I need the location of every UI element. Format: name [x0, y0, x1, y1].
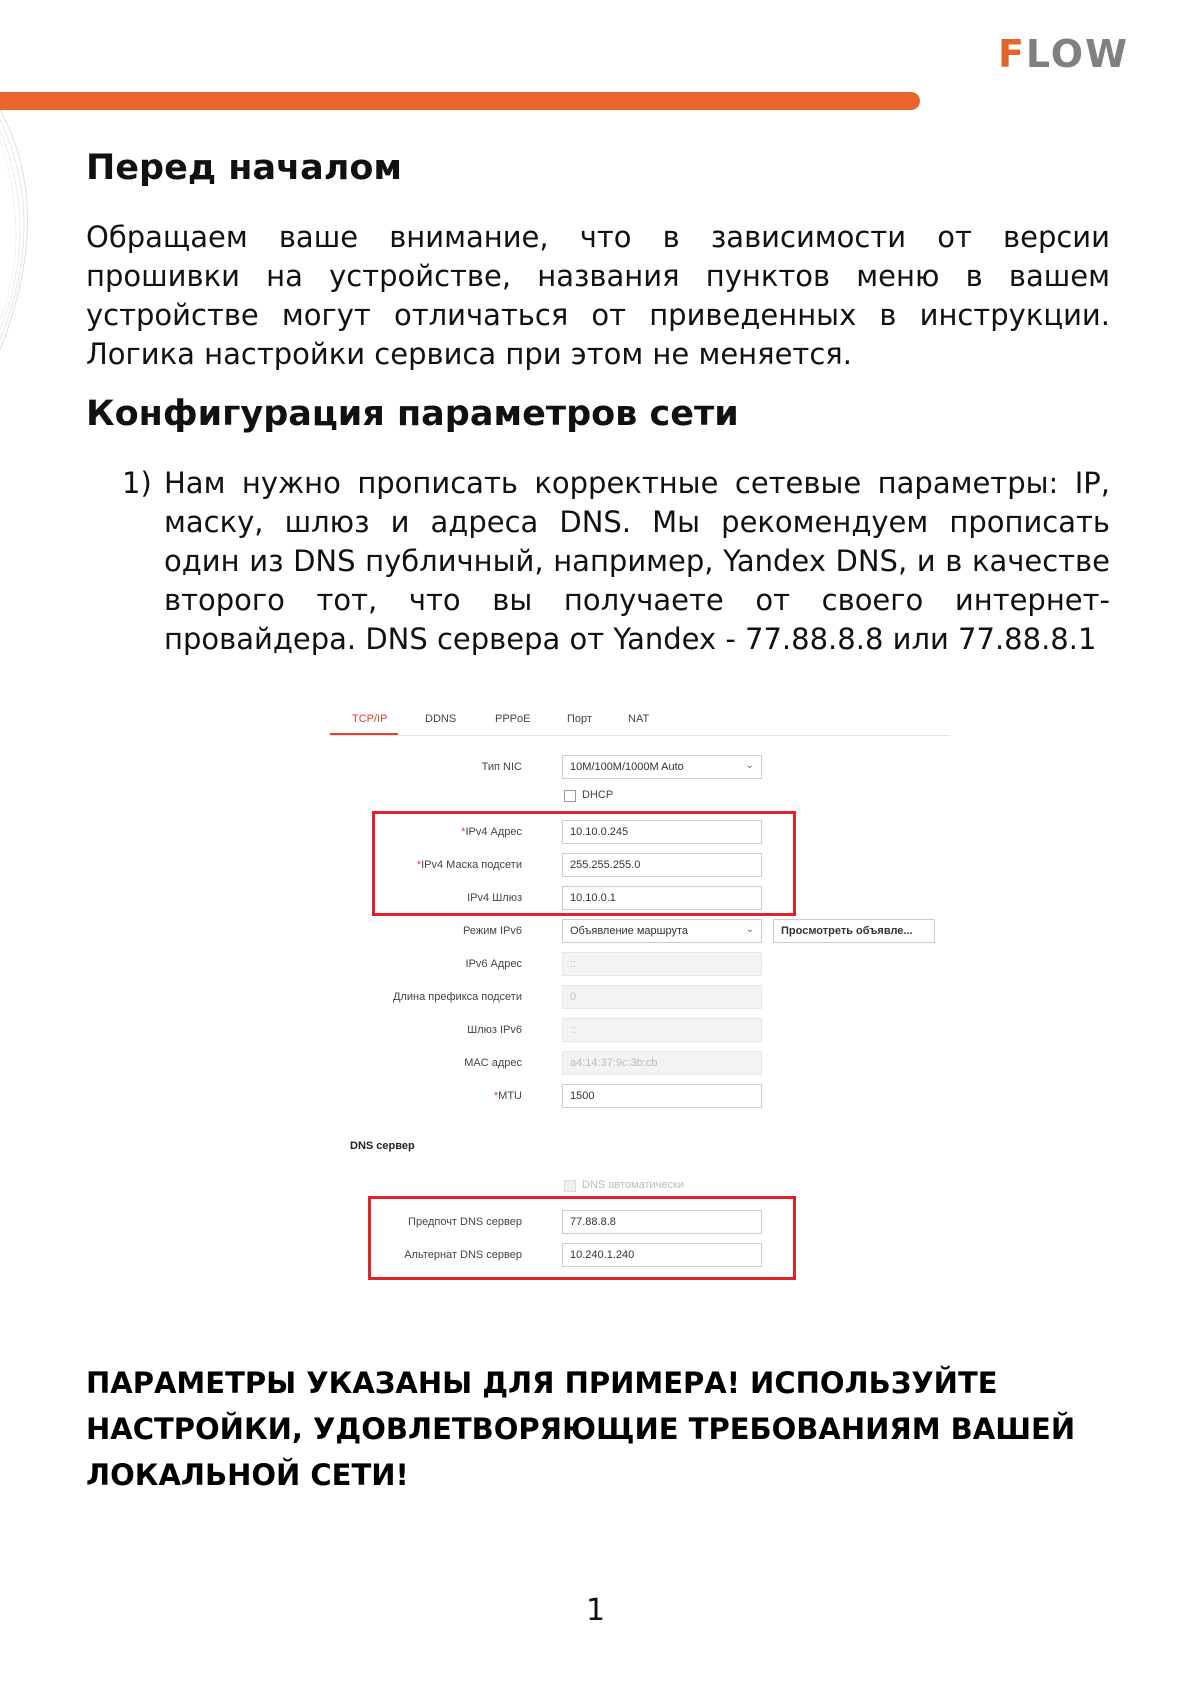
highlight-box-ipv4 [372, 811, 796, 916]
dhcp-label: DHCP [582, 789, 614, 801]
logo-letters: LOW [1025, 32, 1129, 76]
prefix-length-label: Длина префикса подсети [393, 991, 522, 1003]
mac-label: MAC адрес [464, 1057, 522, 1069]
tab-port[interactable]: Порт [567, 713, 592, 725]
row-prefix-length [320, 985, 960, 1011]
dns-auto-label: DNS автоматически [582, 1179, 684, 1191]
ipv4-gateway-input[interactable]: 10.10.0.1 [562, 886, 762, 910]
settings-tabs [330, 705, 950, 736]
warning-note: ПАРАМЕТРЫ УКАЗАНЫ ДЛЯ ПРИМЕРА! ИСПОЛЬЗУЙТЕ НАСТРОЙКИ, УДОВЛЕТВОРЯЮЩИЕ ТРЕБОВАНИЯМ ВАШЕЙ ЛОКАЛЬНОЙ СЕТИ! [86, 1366, 1076, 1492]
row-mac [320, 1051, 960, 1077]
dns-preferred-label: Предпочт DNS сервер [408, 1216, 522, 1228]
dns-preferred-input[interactable]: 77.88.8.8 [562, 1210, 762, 1234]
nic-type-select[interactable] [562, 755, 762, 779]
row-mtu [320, 1084, 960, 1110]
dns-alternate-input[interactable]: 10.240.1.240 [562, 1243, 762, 1267]
ipv6-gateway-input: :: [562, 1018, 762, 1042]
mac-input: a4:14:37:9c:3b:cb [562, 1051, 762, 1075]
row-ipv6-gateway [320, 1018, 960, 1044]
row-ipv6-mode [320, 919, 960, 945]
required-mark: * [493, 1090, 499, 1102]
required-mark: * [416, 859, 422, 871]
active-tab-indicator [330, 733, 398, 735]
prefix-length-input: 0 [562, 985, 762, 1009]
required-mark: * [461, 826, 466, 838]
network-settings-screenshot [320, 705, 960, 1325]
dns-section-title: DNS сервер [350, 1140, 415, 1152]
dhcp-checkbox[interactable] [564, 790, 576, 802]
list-item-text: Нам нужно прописать корректные сетевые параметры: IP, маску, шлюз и адреса DNS. Мы рекомендуем прописать один из DNS публичный, например, Yandex DNS, и в качестве второго тот, что вы получаете от своего интернет-провайдера. DNS сервера от Yandex - 77.88.8.8 или 77.88.8.1 [164, 466, 1110, 656]
tab-pppoe[interactable]: PPPoE [495, 713, 531, 725]
section-title-before-start: Перед началом [86, 148, 403, 188]
ipv6-mode-value: Объявление маршрута [570, 925, 688, 937]
ipv6-mode-label: Режим IPv6 [463, 925, 522, 937]
chevron-down-icon: ⌄ [745, 760, 754, 771]
mtu-label-text: MTU [498, 1090, 522, 1102]
mtu-input[interactable]: 1500 [562, 1084, 762, 1108]
nic-type-value: 10M/100M/1000M Auto [570, 761, 684, 773]
highlight-box-dns [368, 1196, 796, 1280]
ipv4-address-label-text: IPv4 Адрес [465, 826, 522, 838]
list-number: 1) [122, 466, 152, 500]
ipv6-address-input: :: [562, 952, 762, 976]
dns-auto-checkbox [564, 1180, 576, 1192]
list-item-1 [122, 464, 1110, 659]
tab-tcpip[interactable]: TCP/IP [352, 713, 388, 725]
dns-alternate-label: Альтернат DNS сервер [404, 1249, 522, 1261]
tab-ddns[interactable]: DDNS [425, 713, 457, 725]
nic-type-label: Тип NIC [481, 761, 522, 773]
ipv4-mask-label-text: IPv4 Маска подсети [421, 859, 522, 871]
header-accent-bar [0, 92, 920, 110]
page-number: 1 [585, 1593, 606, 1628]
tab-nat[interactable]: NAT [628, 713, 650, 725]
ipv4-gateway-label: IPv4 Шлюз [467, 892, 522, 904]
row-nic-type [320, 755, 960, 781]
ipv4-address-input[interactable]: 10.10.0.245 [562, 820, 762, 844]
ipv6-mode-select[interactable] [562, 919, 762, 943]
brand-logo [998, 34, 1129, 74]
mtu-label [494, 1090, 522, 1102]
ipv6-gateway-label: Шлюз IPv6 [467, 1024, 522, 1036]
view-announcement-button[interactable]: Просмотреть объявле... [773, 919, 935, 943]
ipv6-address-label: IPv6 Адрес [465, 958, 522, 970]
decorative-waves [0, 90, 60, 390]
row-ipv6-address [320, 952, 960, 978]
section-title-network-config: Конфигурация параметров сети [86, 394, 739, 434]
logo-letter-f: F [997, 32, 1026, 76]
ipv4-mask-input[interactable]: 255.255.255.0 [562, 853, 762, 877]
intro-paragraph: Обращаем ваше внимание, что в зависимости от версии прошивки на устройстве, названия пунктов меню в вашем устройстве могут отличаться от приведенных в инструкции. Логика настройки сервиса при этом не меняется. [86, 220, 1110, 371]
chevron-down-icon: ⌄ [745, 924, 754, 935]
